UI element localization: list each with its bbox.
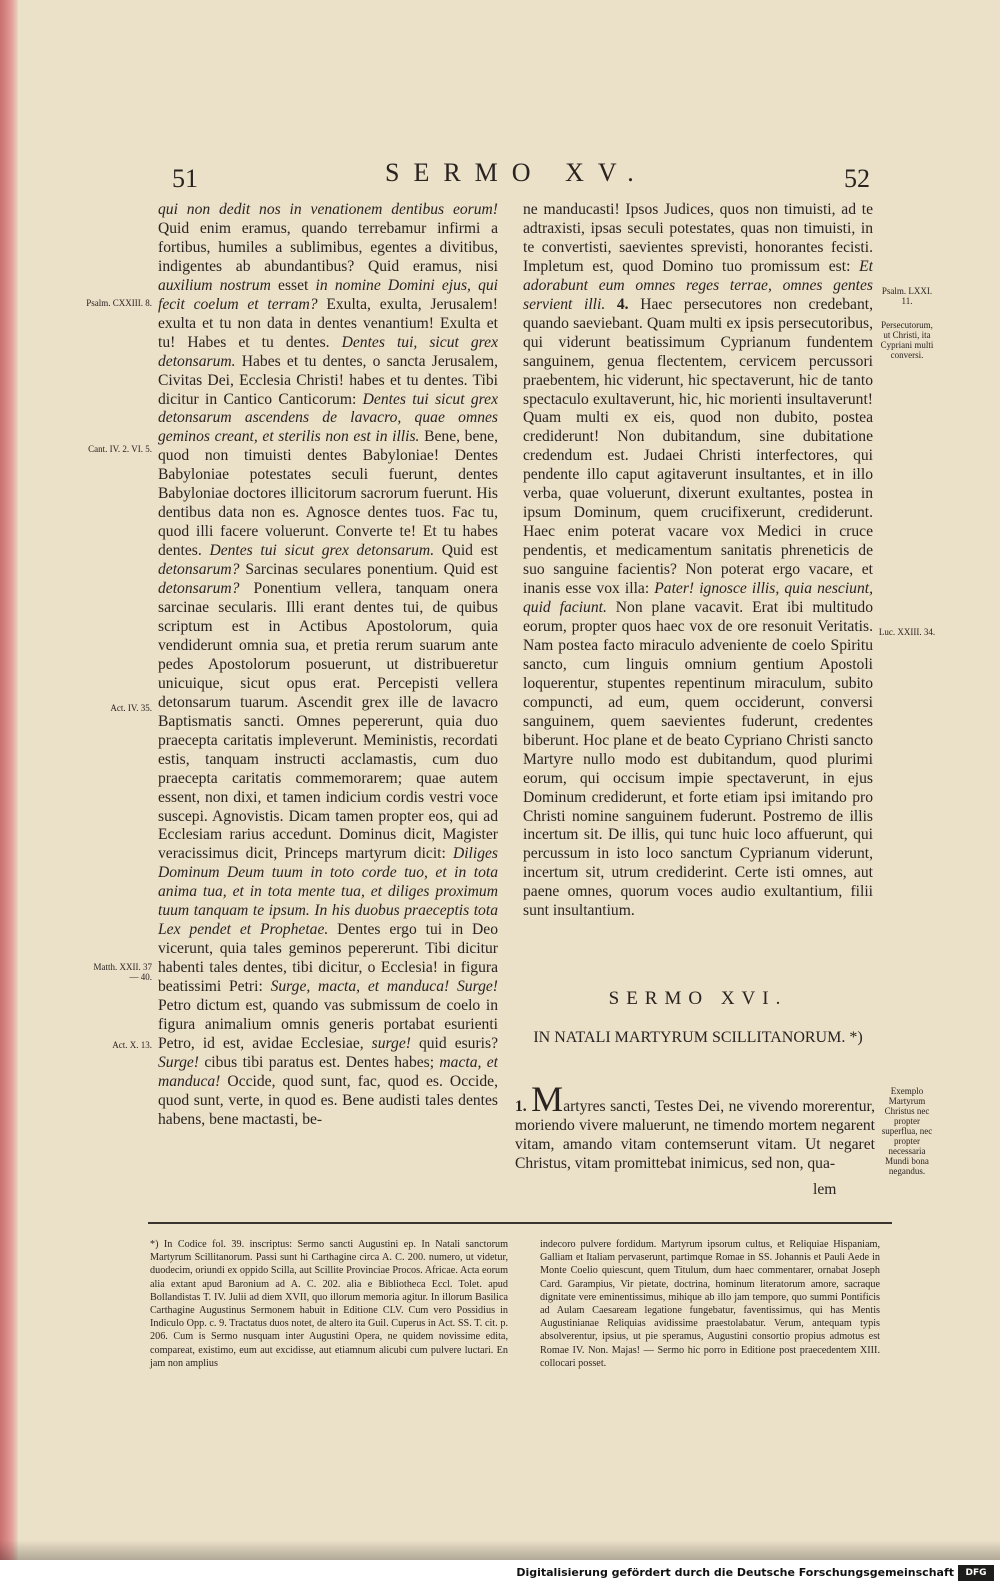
margin-note: Matth. XXII. 37 — 40.	[93, 962, 152, 982]
left_column-run: surge!	[371, 1034, 411, 1052]
page-edge	[0, 0, 18, 1560]
left_column-run: detonsarum?	[158, 561, 240, 579]
left_column-run: Surge!	[158, 1053, 199, 1071]
left_column-run: Dentes tui, sicut grex detonsarum.	[158, 333, 498, 370]
left_column-run: Dentes tui sicut grex detonsarum ascendens de lavacro, quae omnes geminos creant, et sterilis non est in illis.	[158, 390, 498, 446]
left_column-run: macta, et manduca!	[158, 1053, 498, 1090]
catchword: lem	[813, 1181, 837, 1198]
left-text-column	[158, 201, 498, 1186]
sermo-xvi-body	[515, 1079, 875, 1173]
right_column-run: Pater! ignosce illis, quia nesciunt, quid faciunt.	[523, 580, 873, 617]
left_column-run: Surge, macta, et manduca! Surge!	[270, 978, 498, 996]
left_column-run: quid esuris?	[410, 1034, 498, 1052]
left_column-run: Petro dictum est, quando vas submissum de coelo in figura animalium omnis generis portabat esurienti Petro, id est, avidae Ecclesiae,	[158, 997, 498, 1052]
left_column-run: cibus tibi paratus est. Dentes habes;	[199, 1053, 440, 1071]
left_column-run: Ponentium vellera, tanquam onera sarcinae secularis. Illi erant dentes tui, de quibus scriptum est in Actibus Apostolorum, quia vendiderunt omnia sua, et pretia rerum suarum ante pedes Apostolorum posuerunt, ut distribueretur unicuique, sicut opus erat. Percepisti vellera detonsarum tuarum. Ascendit grex ille de lavacro Baptismatis sancti. Omnes pepererunt, quia duo praecepta caritatis impleverunt. Meministis, recordati estis, tanquam instructi acclamastis, cum duo praecepta caritatis commemorarem; quae autem essent, non dixi, et tamen indicium cordis vestri voce suscepi. Agnovistis. Dicam tamen propter eos, qui ad Ecclesiam rarius accedunt. Dominus dicit, Magister veracissimus dicit, Princeps martyrum dicit:	[158, 580, 498, 863]
right-column-paragraph	[523, 201, 873, 921]
left_column-run: Sarcinas seculares ponentium. Quid est	[239, 561, 498, 579]
funding-credit: Digitalisierung gefördert durch die Deutsche Forschungsgemeinschaft	[516, 1566, 954, 1579]
sermo-xvi-heading: SERMO XVI.	[608, 988, 788, 1009]
left_column-run: Bene, bene, quod non timuisti dentes Babyloniae! Dentes Babyloniae potestates seculi fuerunt, dentes Babyloniae doctores illicitorum sacrorum fuerunt. His dentibus data non es. Agnosce dentes tuos. Fac tu, quod illi facere voluerunt. Converte te! Et tu habes dentes.	[158, 428, 498, 560]
left-column-paragraph	[158, 201, 498, 1130]
right_column-run: Non plane vacavit. Erat ibi multitudo eorum, propter quos haec vox de ore resonuit Veritatis. Nam postea facto miraculo adveniente de coelo Spiritu sancto, cum linguis omnium gentium Apostoli loquerentur, stupentes repentinum miraculum, subito compuncti, ad eum, quem occiderunt, conversi sanguinem, quem saevientes fuderunt, credentes biberunt. Hoc plane et de beato Cypriano Christi sancto Martyre nullo modo est dubitandum, quod plurimi eorum, qui occisum impie spectaverunt, in ejus Dominum crediderunt, et forte etiam ipsi imitando pro Christi nomine sanguinem fuderunt. Postremo de illis incertum sit. De illis, qui tunc huic loco affuerunt, qui percussum in isto loco sanctum Cyprianum viderunt, incertum sit, utrum crediderint. Certe isti omnes, aut paene omnes, quorum voces audio exultantium, filii sunt insultantium.	[523, 599, 873, 920]
left_column-run: qui non dedit nos in venationem dentibus eorum!	[158, 201, 498, 218]
footnote-right-text: indecoro pulvere fordidum. Martyrum ipsorum cultus, et Reliquiae Hispaniam, Galliam et Italiam pervaserunt, partimque Romae in SS. Johannis et Pauli Aede in Monte Coelio quiescunt, quem Titulum, dum haec commentarer, ornabat Joseph Card. Garampius, Vir pietate, doctrina, hominum literatorum amore, sacraque dignitate vere eminentissimus, mihique ab illo jam tempore, quo summi Pontificis ad Aulam Caesaream legatione fungebatur, faventissimus, qui has Mentis Augustinianae Reliquias avidissime praestolabatur. Verum, antequam typis absolverentur, ipsius, ut pie speramus, Augustini consortio propius admotus est Romae IV. Non. Majas! — Sermo hic porro in Editione post praecedentem XIII. collocari posset.	[540, 1239, 880, 1369]
left_column-run: Habes et tu dentes, o sancta Jerusalem, Civitas Dei, Ecclesia Christi! habes et tu dentes. Tibi dicitur in Cantico Canticorum:	[158, 352, 498, 408]
sermo-xvi-subtitle: IN NATALI MARTYRUM SCILLITANORUM. *)	[533, 1029, 863, 1046]
left_column-run: Quid est	[434, 542, 498, 560]
left_column-run: in nomine Domini ejus, qui fecit coelum et terram?	[158, 276, 498, 313]
running-title: SERMO XV.	[385, 158, 648, 187]
right_column-run: Haec persecutores non credebant, quando saeviebant. Quam multi ex ipsis persecutoribus, qui viderunt beatissimum Cyprianum fundentem sanguinem, genua flectentem, cervicem percussori praebentem, hic viderunt, hic spectaverunt, hic de tanto spectaculo exultaverunt, hic, hic morienti insultaverunt! Quam multi ex eis, quod non dubito, postea crediderunt! Non dubitandum, sine dubitatione credendum est. Judaei Christi interfectores, qui pendente illo caput agitaverunt insultantes, et in illo verba, quae voluerunt, dixerunt exultantes, postea in ipsum Dominum, quem crucifixerunt, crediderunt. Haec enim poterat vacare vox Medici in cruce pendentis, et medicamentum sanitatis phreneticis de suo sanguine facientis? Non poterat ergo vacare, et inanis esse vox illa:	[523, 295, 873, 598]
left_column-run: auxilium nostrum	[158, 276, 271, 294]
margin-note: Persecutorum, ut Christi, ita Cypriani multi conversi.	[880, 320, 934, 360]
right-text-column	[523, 201, 873, 974]
footnote-left-text: *) In Codice fol. 39. inscriptus: Sermo sancti Augustini ep. In Natali sanctorum Martyrum Scillitanorum. Passi sunt hi Carthagine circa A. C. 200. numero, ut videtur, duodecim, oriundi ex oppido Scilla, aut Scillite Provinciae Procos. Africae. Acta eorum alia extant apud Baronium ad A. C. 202. alia e Bibliotheca Eccl. Tolet. apud Bollandistas T. IV. Julii ad diem XVII, quo illorum memoria agitur. In illorum Basilica Carthagine Augustinus Sermonem habuit in Editione CLV. Cum vero Possidius in Indiculo Opp. c. 9. Tractatus duos notet, de altero ita Guil. Cuperus in Act. SS. T. cit. p. 206. Cum is Sermo nusquam inter Augustini Opera, ne quidem novissime edita, compareat, existimo, eum aut excidisse, aut etiamnum alicubi cum pulvere luctari. En jam non amplius	[150, 1239, 508, 1369]
right_column-run: Et adorabunt eum omnes reges terrae, omnes gentes servient illi.	[523, 257, 873, 313]
footnote-rule	[148, 1222, 892, 1224]
right_column-run: 4.	[616, 295, 629, 313]
margin-note: Psalm. CXXIII. 8.	[86, 298, 152, 308]
margin-note: Exemplo Martyrum Christus nec propter superflua, nec propter necessaria Mundi bona negandus.	[881, 1086, 933, 1176]
right_column-run: ne manducasti! Ipsos Judices, quos non timuisti, ad te adtraxisti, ipsas seculi potestates, quas non timuisti, in te convertisti, saevientes sprevisti, honorantes fecisti. Impletum est, quod Domino tuo promissum est:	[523, 201, 873, 275]
footer-bar	[0, 1560, 1000, 1586]
left_column-run: Quid enim eramus, quando terrebamur infirmi a fortibus, humiles a sublimibus, egentes a divitibus, indigentes ab abundantibus? Quid eramus, nisi	[158, 219, 498, 275]
page-number-left: 51	[172, 164, 198, 193]
left_column-run: Occide, quod sunt, fac, quod es. Occide, quod sunt, verte, in quod es. Bene audisti tales dentes habens, bene mactasti, be-	[158, 1072, 498, 1128]
left_column-run: detonsarum?	[158, 580, 240, 598]
margin-note: Act. X. 13.	[112, 1040, 152, 1050]
left_column-run: Diliges Dominum Deum tuum in toto corde tuo, et in tota anima tua, et in tota mente tua, et diliges proximum tuum tanquam te ipsum. In his duobus praeceptis tota Lex pendet et Prophetae.	[158, 845, 498, 939]
right_column-run	[605, 296, 617, 313]
section-number: 1.	[515, 1098, 527, 1115]
footnote-left	[150, 1238, 508, 1370]
margin-note: Psalm. LXXI. 11.	[881, 286, 933, 306]
page-shadow	[0, 1540, 1000, 1560]
dfg-logo: DFG	[958, 1565, 994, 1581]
drop-cap: M	[531, 1079, 564, 1119]
sermo-xvi-text: artyres sancti, Testes Dei, ne vivendo morerentur, moriendo vivere maluerunt, ne timendo mortem negarent vitam, amando vitam contemserunt vitam. Ut negaret Christus, vitam promittebat inimicus, sed non, qua-	[515, 1098, 875, 1172]
left_column-run: esset	[270, 276, 316, 294]
left_column-run: Dentes ergo tui in Deo vicerunt, quia tales geminos pepererunt. Tibi dicitur habenti tales dentes, tibi dicitur, o Ecclesia! in figura beatissimi Petri:	[158, 921, 498, 996]
footnote-right	[540, 1238, 880, 1370]
margin-note: Cant. IV. 2. VI. 5.	[88, 444, 152, 454]
page-number-right: 52	[844, 164, 870, 193]
margin-note: Luc. XXIII. 34.	[878, 627, 936, 637]
left_column-run: Exulta, exulta, Jerusalem! exulta et tu non data in dentes venantium! Exulta et tu! Habes et tu dentes.	[158, 295, 498, 351]
left_column-run: Dentes tui sicut grex detonsarum.	[209, 542, 435, 560]
margin-note: Act. IV. 35.	[110, 703, 152, 713]
